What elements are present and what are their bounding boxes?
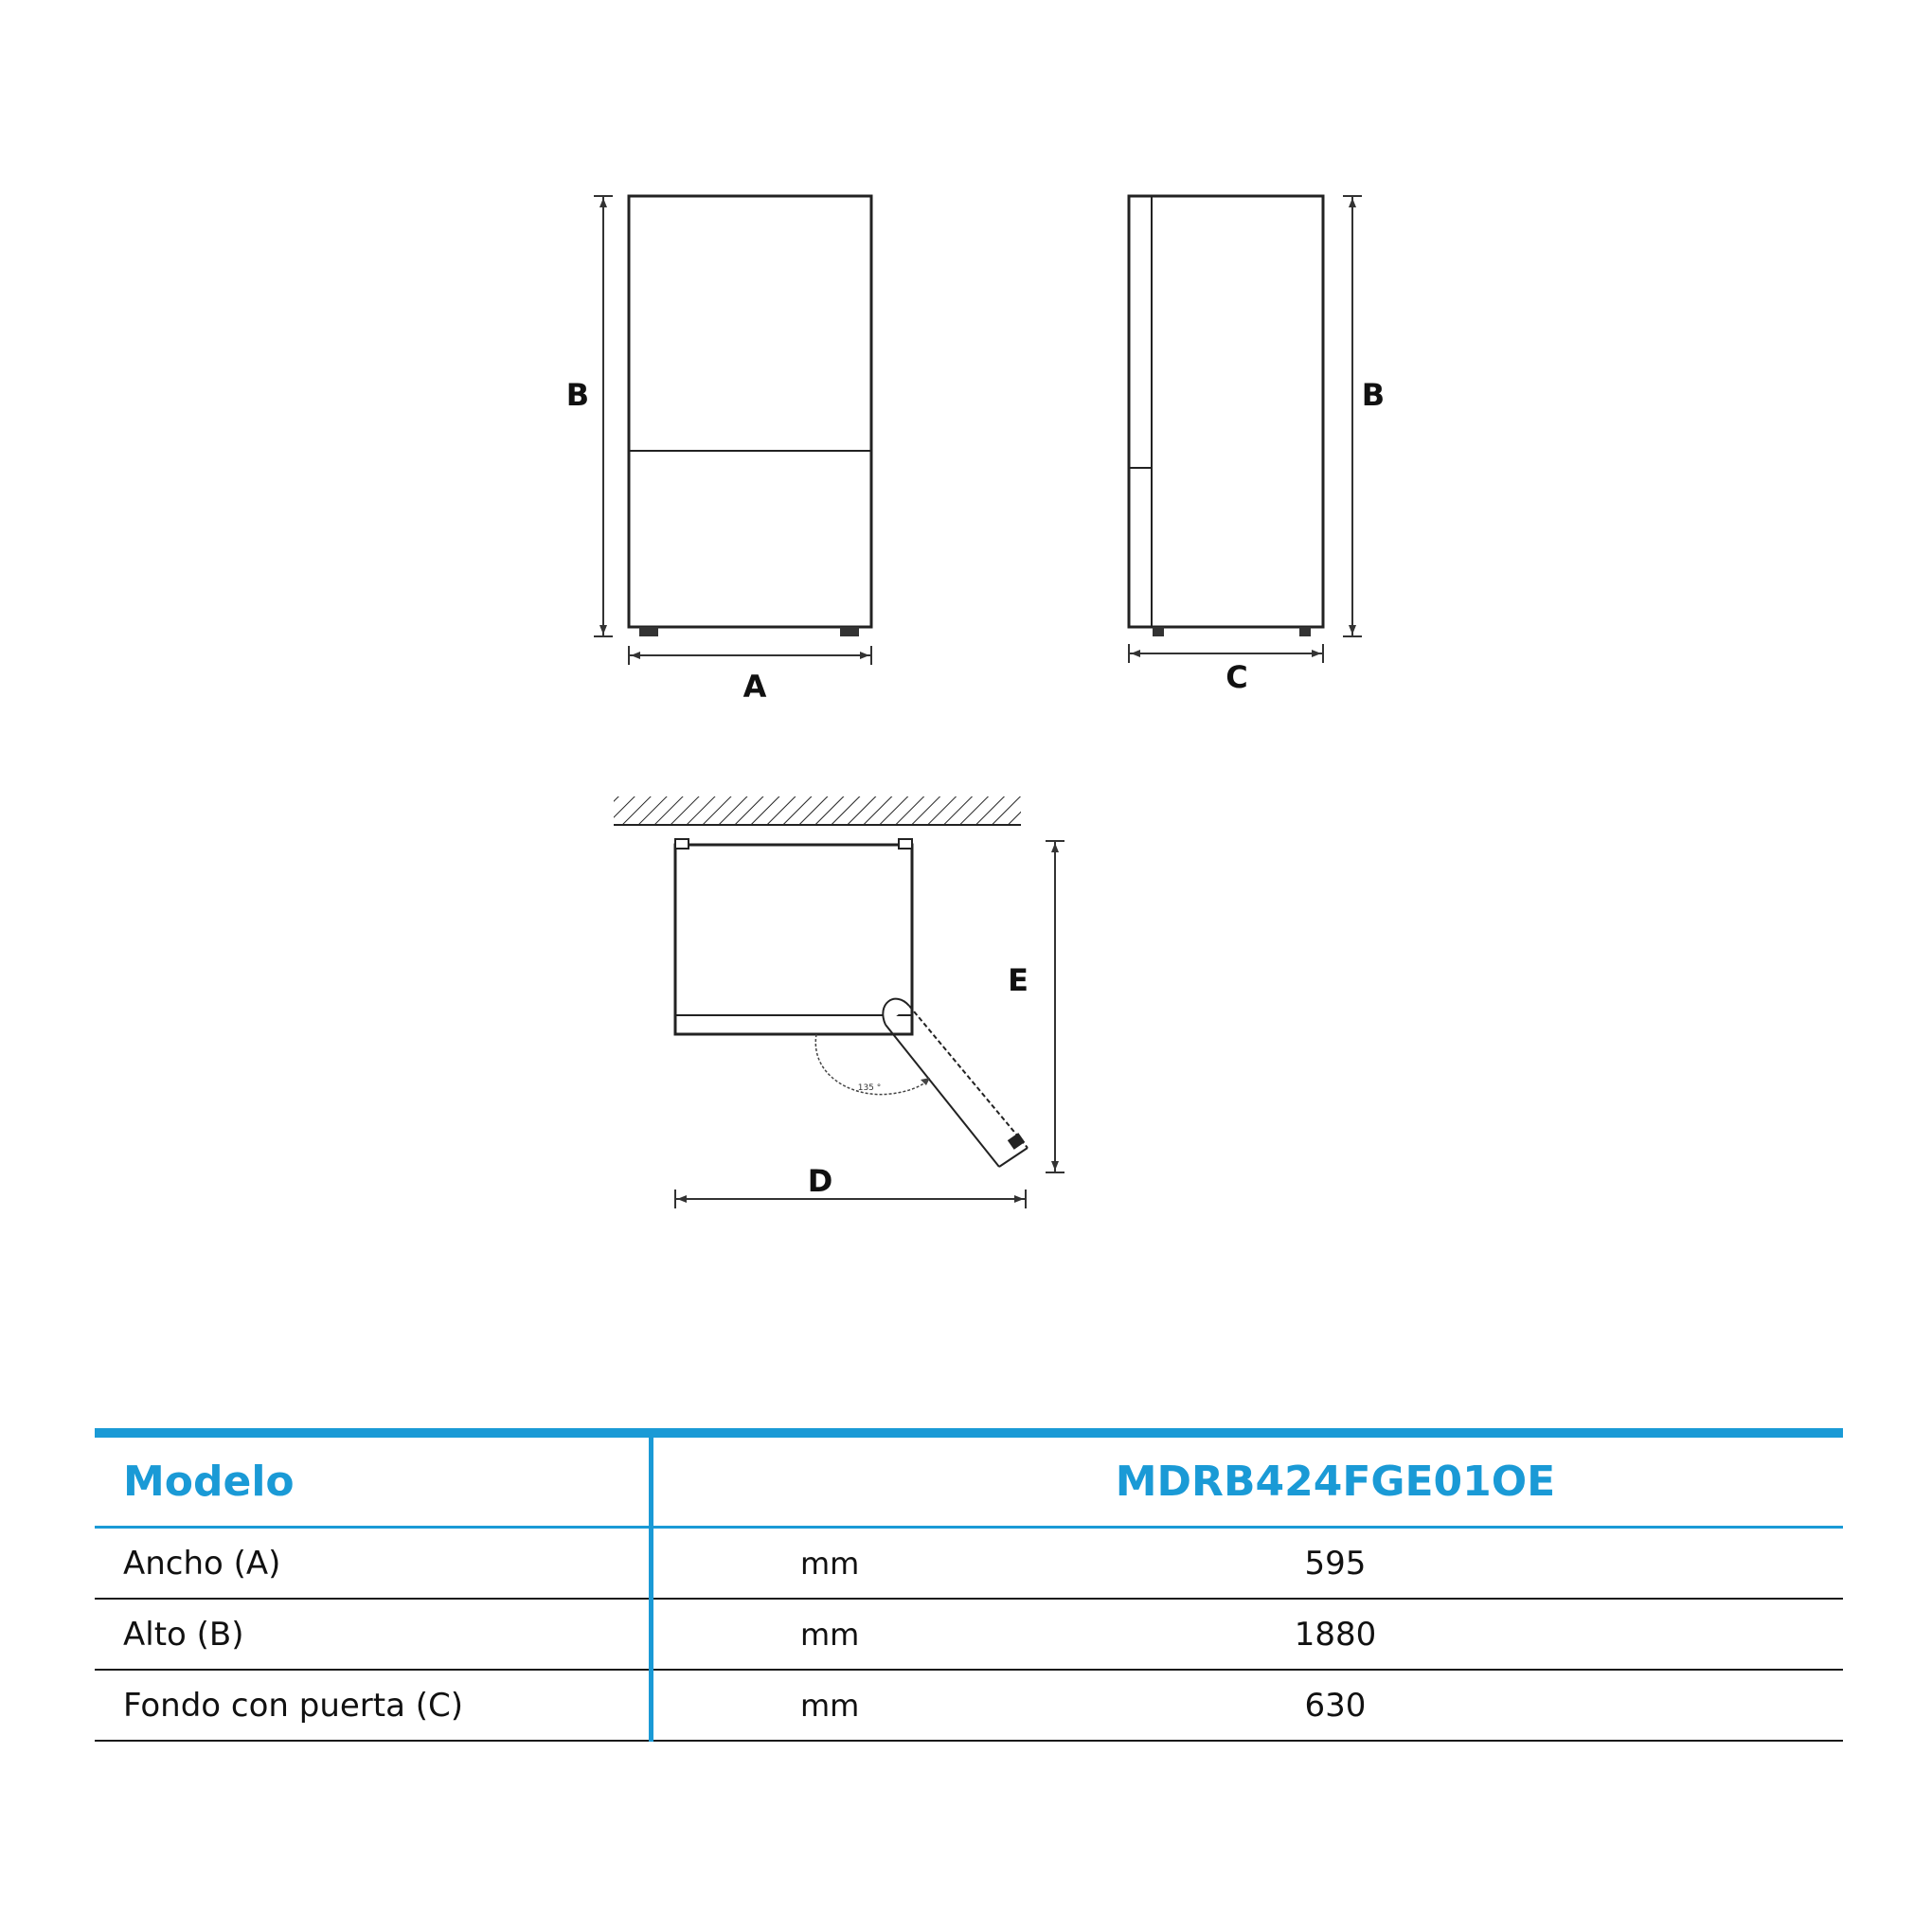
door-handle [1008, 1133, 1025, 1150]
wall-hatch [614, 796, 1021, 825]
side-foot-right [1299, 627, 1311, 636]
table-row [95, 1529, 1843, 1600]
e-label: E [1008, 962, 1029, 998]
row-value: 595 [1304, 1544, 1367, 1583]
open-door [883, 999, 1028, 1167]
a-label: A [742, 669, 767, 705]
front-b-label: B [565, 377, 590, 413]
c-label: C [1225, 659, 1248, 695]
row-unit: mm [800, 1687, 860, 1724]
table-row [95, 1671, 1843, 1742]
row-unit: mm [800, 1616, 860, 1653]
row-value: 630 [1304, 1686, 1367, 1725]
table-row [95, 1600, 1843, 1671]
hinge-right [899, 839, 912, 849]
side-foot-left [1153, 627, 1164, 636]
row-label: Fondo con puerta (C) [123, 1686, 464, 1725]
top-view [614, 796, 1064, 1208]
top-fridge-body [675, 845, 912, 1034]
row-label: Alto (B) [123, 1615, 244, 1654]
front-view [566, 196, 871, 705]
specs-table [95, 1428, 1843, 1742]
front-foot-right [840, 627, 859, 636]
d-label: D [807, 1163, 833, 1199]
row-value: 1880 [1294, 1615, 1377, 1654]
header-label: Modelo [123, 1458, 295, 1506]
top-door-panel [675, 1015, 912, 1034]
angle-label: 135 ° [857, 1083, 882, 1093]
table-header-row [95, 1428, 1843, 1529]
row-label: Ancho (A) [123, 1544, 281, 1583]
front-fridge-body [629, 196, 871, 627]
header-model: MDRB424FGE01OE [1115, 1458, 1556, 1506]
front-foot-left [639, 627, 658, 636]
side-view [1129, 196, 1385, 695]
side-fridge-body [1129, 196, 1323, 627]
hinge-left [675, 839, 689, 849]
row-unit: mm [800, 1545, 860, 1582]
column-divider [649, 1428, 653, 1742]
side-b-label: B [1361, 377, 1386, 413]
